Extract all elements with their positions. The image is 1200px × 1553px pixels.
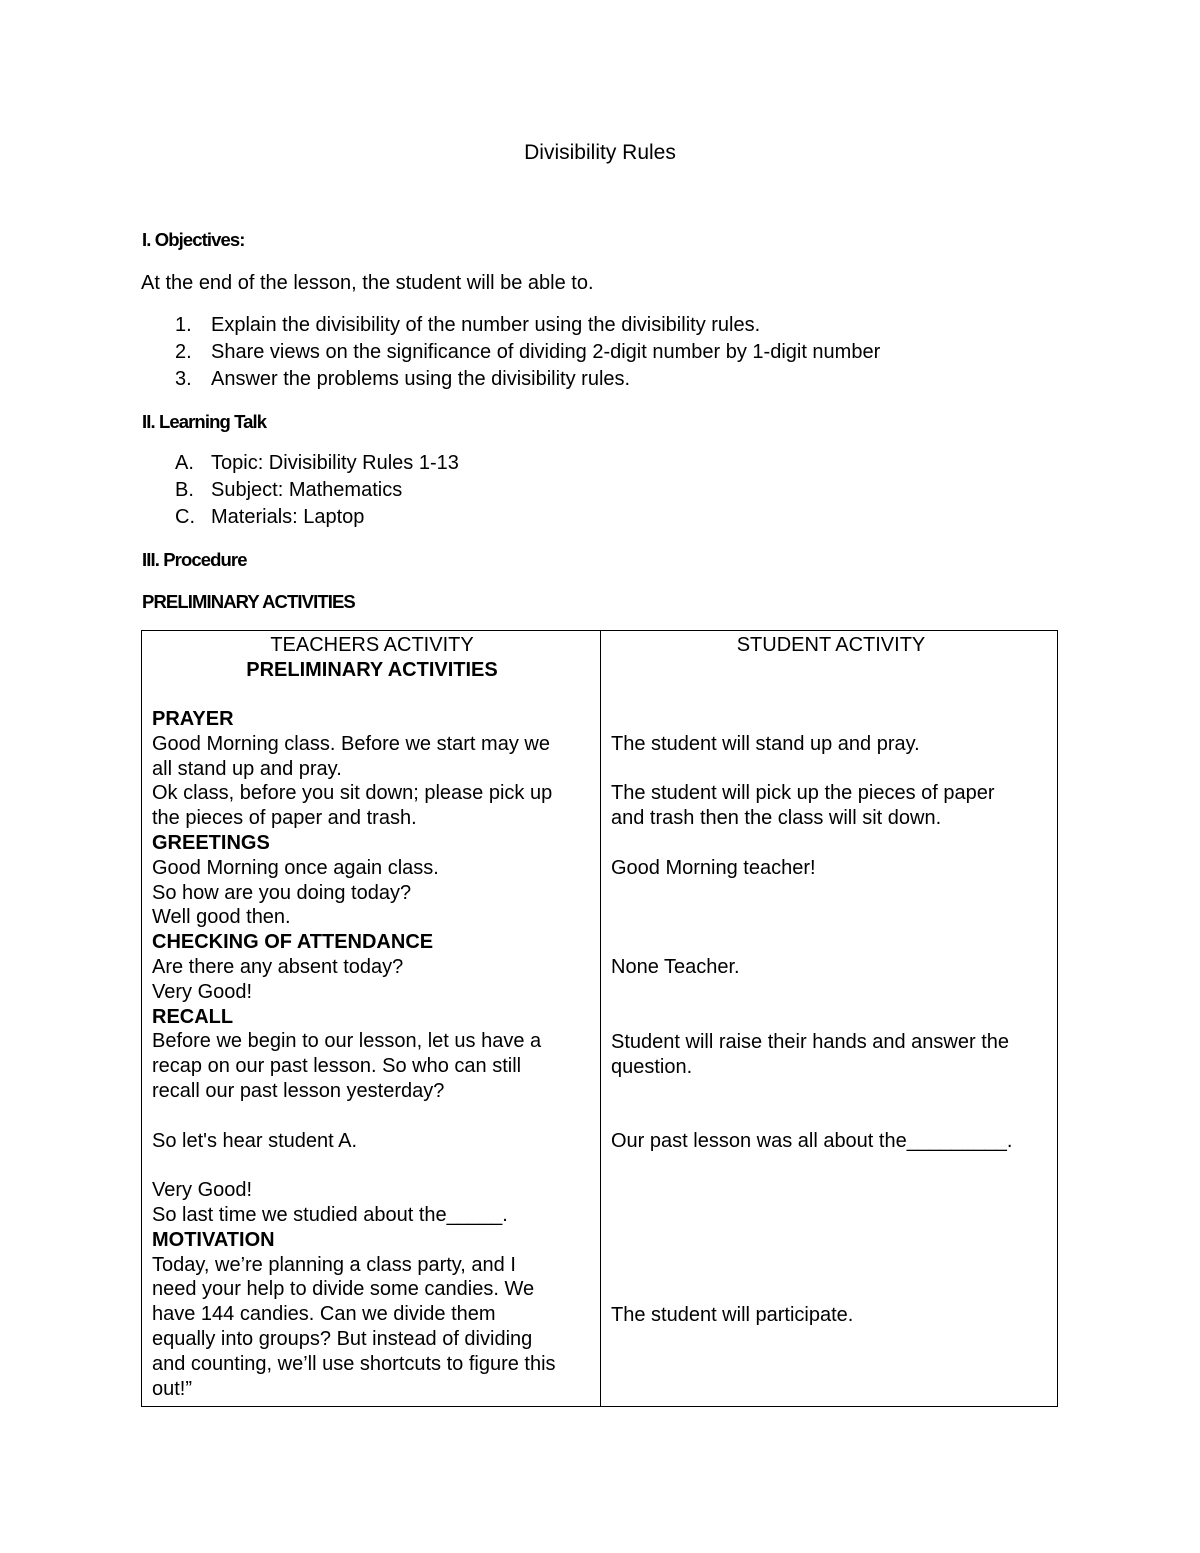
table-column-divider xyxy=(600,630,601,1407)
prayer-label: PRAYER xyxy=(152,708,234,730)
document-title: Divisibility Rules xyxy=(524,141,676,164)
objectives-heading: I. Objectives: xyxy=(142,229,245,250)
recall-label: RECALL xyxy=(152,1005,234,1028)
procedure-heading: III. Procedure xyxy=(142,549,247,570)
list-item xyxy=(0,368,1200,394)
teacher-line: recall our past lesson yesterday? xyxy=(152,1079,445,1102)
teacher-line: Ok class, before you sit down; please pick up xyxy=(152,782,553,805)
student-activity-header: STUDENT ACTIVITY xyxy=(736,634,926,656)
list-text: Topic: Divisibility Rules 1-13 xyxy=(211,452,459,474)
teacher-line: So how are you doing today? xyxy=(152,881,412,904)
greetings-label: GREETINGS xyxy=(152,831,270,854)
list-marker: C. xyxy=(175,506,195,528)
teacher-line: Very Good! xyxy=(152,1179,253,1202)
list-text: Answer the problems using the divisibility rules. xyxy=(211,368,631,390)
teacher-line: equally into groups? But instead of dividing xyxy=(152,1327,533,1350)
teacher-line: Are there any absent today? xyxy=(152,955,404,978)
list-item xyxy=(0,452,1200,478)
list-marker: 2. xyxy=(175,341,192,363)
student-column-header xyxy=(611,633,1051,658)
list-marker: A. xyxy=(175,452,194,474)
teacher-line: and counting, we’ll use shortcuts to figure this xyxy=(152,1352,556,1375)
teacher-line: recap on our past lesson. So who can still xyxy=(152,1055,522,1078)
student-line: Student will raise their hands and answer the xyxy=(611,1031,1010,1053)
teacher-line: need your help to divide some candies. We xyxy=(152,1278,535,1301)
motivation-label: MOTIVATION xyxy=(152,1228,275,1251)
preliminary-activities-heading: PRELIMINARY ACTIVITIES xyxy=(142,591,355,612)
teacher-line: Well good then. xyxy=(152,906,291,929)
teacher-line: Good Morning class. Before we start may we xyxy=(152,732,550,755)
student-line: Our past lesson was all about the_________. xyxy=(611,1130,1013,1152)
teacher-column-header xyxy=(152,633,592,683)
student-line: The student will stand up and pray. xyxy=(611,733,920,755)
teacher-line: Very Good! xyxy=(152,980,253,1003)
teacher-line: So last time we studied about the_____. xyxy=(152,1203,508,1226)
list-item xyxy=(0,506,1200,532)
teacher-line: Today, we’re planning a class party, and I xyxy=(152,1253,516,1276)
teacher-line: all stand up and pray. xyxy=(152,757,342,780)
list-item xyxy=(0,479,1200,505)
learning-talk-heading: II. Learning Talk xyxy=(142,411,267,432)
teacher-line: out!” xyxy=(152,1377,193,1400)
objectives-intro: At the end of the lesson, the student will be able to. xyxy=(141,272,594,294)
teacher-line: So let's hear student A. xyxy=(152,1129,358,1152)
list-marker: 3. xyxy=(175,368,192,390)
student-line: Good Morning teacher! xyxy=(611,857,816,879)
student-line: and trash then the class will sit down. xyxy=(611,807,942,829)
teacher-activity-cell xyxy=(152,707,592,1401)
teacher-activity-header: TEACHERS ACTIVITY xyxy=(270,634,474,656)
teacher-line: Before we begin to our lesson, let us have a xyxy=(152,1030,542,1053)
teacher-line: Good Morning once again class. xyxy=(152,856,439,879)
list-text: Subject: Mathematics xyxy=(211,479,403,501)
list-text: Materials: Laptop xyxy=(211,506,365,528)
student-line: The student will participate. xyxy=(611,1304,854,1326)
attendance-label: CHECKING OF ATTENDANCE xyxy=(152,931,434,954)
list-marker: B. xyxy=(175,479,194,501)
list-item xyxy=(0,314,1200,340)
list-text: Explain the divisibility of the number using the divisibility rules. xyxy=(211,314,761,336)
list-item xyxy=(0,341,1200,367)
list-marker: 1. xyxy=(175,314,192,336)
student-line: question. xyxy=(611,1056,693,1078)
teacher-line: the pieces of paper and trash. xyxy=(152,807,417,830)
list-text: Share views on the significance of dividing 2-digit number by 1-digit number xyxy=(211,341,881,363)
student-line: The student will pick up the pieces of paper xyxy=(611,782,995,804)
student-line: None Teacher. xyxy=(611,956,740,978)
teacher-line: have 144 candies. Can we divide them xyxy=(152,1303,496,1326)
teacher-preliminary-header: PRELIMINARY ACTIVITIES xyxy=(246,658,498,681)
